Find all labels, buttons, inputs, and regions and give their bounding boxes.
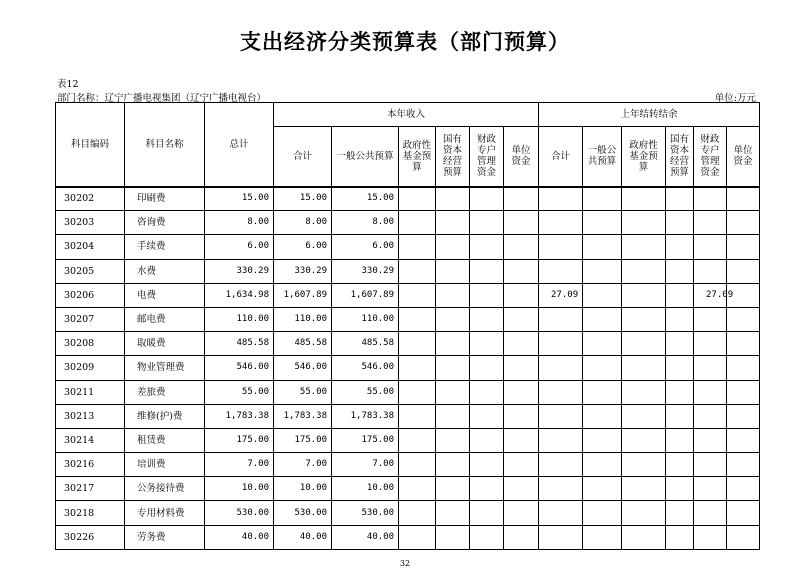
row-co-state-capital xyxy=(666,187,694,211)
row-co-fund xyxy=(622,428,666,452)
table-number: 表12 xyxy=(57,79,79,90)
row-cy-unit xyxy=(504,501,539,525)
row-cy-total: 10.00 xyxy=(274,477,332,501)
row-total: 15.00 xyxy=(205,187,274,211)
row-co-fund xyxy=(622,187,666,211)
row-name: 水费 xyxy=(125,259,205,283)
row-co-total xyxy=(539,235,583,259)
row-co-total xyxy=(539,356,583,380)
row-code: 30206 xyxy=(56,283,125,307)
table-row xyxy=(56,404,760,428)
row-name: 电费 xyxy=(125,283,205,307)
row-code: 30205 xyxy=(56,259,125,283)
row-cy-special xyxy=(470,501,504,525)
row-co-state-capital xyxy=(666,453,694,477)
row-cy-unit xyxy=(504,404,539,428)
row-cy-general: 40.00 xyxy=(332,525,399,549)
row-code: 30213 xyxy=(56,404,125,428)
row-co-special xyxy=(694,187,727,211)
row-cy-special xyxy=(470,259,504,283)
row-total: 8.00 xyxy=(205,211,274,235)
row-total: 485.58 xyxy=(205,332,274,356)
row-total: 6.00 xyxy=(205,235,274,259)
header-cy-general: 一般公共预算 xyxy=(332,127,399,187)
row-cy-special xyxy=(470,187,504,211)
row-cy-unit xyxy=(504,235,539,259)
row-co-special xyxy=(694,332,727,356)
row-code: 30211 xyxy=(56,380,125,404)
row-total: 175.00 xyxy=(205,428,274,452)
row-cy-special xyxy=(470,307,504,331)
table-body xyxy=(56,187,760,550)
row-cy-general: 546.00 xyxy=(332,356,399,380)
row-name: 邮电费 xyxy=(125,307,205,331)
row-co-unit xyxy=(727,211,760,235)
table-row xyxy=(56,525,760,549)
table-row xyxy=(56,307,760,331)
row-co-state-capital xyxy=(666,404,694,428)
row-code: 30218 xyxy=(56,501,125,525)
row-co-special xyxy=(694,477,727,501)
row-cy-total: 7.00 xyxy=(274,453,332,477)
row-name: 培训费 xyxy=(125,453,205,477)
row-cy-total: 485.58 xyxy=(274,332,332,356)
row-co-state-capital xyxy=(666,380,694,404)
row-cy-special xyxy=(470,332,504,356)
row-total: 546.00 xyxy=(205,356,274,380)
row-cy-general: 1,783.38 xyxy=(332,404,399,428)
row-cy-fund xyxy=(399,477,436,501)
row-co-fund xyxy=(622,453,666,477)
row-cy-fund xyxy=(399,380,436,404)
table-row xyxy=(56,211,760,235)
row-cy-total: 175.00 xyxy=(274,428,332,452)
row-name: 劳务费 xyxy=(125,525,205,549)
row-cy-special xyxy=(470,525,504,549)
row-cy-state-capital xyxy=(436,525,470,549)
row-co-general xyxy=(583,211,622,235)
row-cy-fund xyxy=(399,187,436,211)
header-total: 总计 xyxy=(205,103,274,187)
row-cy-total: 546.00 xyxy=(274,356,332,380)
header-co-unit: 单位资金 xyxy=(727,127,760,187)
row-co-state-capital xyxy=(666,235,694,259)
row-co-special xyxy=(694,453,727,477)
table-row xyxy=(56,283,760,307)
row-cy-fund xyxy=(399,307,436,331)
row-co-special xyxy=(694,235,727,259)
row-co-general xyxy=(583,356,622,380)
row-cy-general: 6.00 xyxy=(332,235,399,259)
row-cy-unit xyxy=(504,259,539,283)
row-cy-state-capital xyxy=(436,283,470,307)
row-co-state-capital xyxy=(666,477,694,501)
row-cy-general: 10.00 xyxy=(332,477,399,501)
row-co-total xyxy=(539,501,583,525)
row-cy-fund xyxy=(399,453,436,477)
row-total: 1,634.98 xyxy=(205,283,274,307)
row-co-state-capital xyxy=(666,356,694,380)
row-co-fund xyxy=(622,477,666,501)
table-row xyxy=(56,477,760,501)
row-co-general xyxy=(583,235,622,259)
row-cy-state-capital xyxy=(436,428,470,452)
table-row xyxy=(56,428,760,452)
row-total: 40.00 xyxy=(205,525,274,549)
row-name: 维修(护)费 xyxy=(125,404,205,428)
row-cy-state-capital xyxy=(436,332,470,356)
row-co-total xyxy=(539,187,583,211)
row-total: 1,783.38 xyxy=(205,404,274,428)
unit-label: 单位:万元 xyxy=(714,93,756,104)
row-name: 印刷费 xyxy=(125,187,205,211)
row-co-general xyxy=(583,428,622,452)
row-cy-total: 1,607.89 xyxy=(274,283,332,307)
row-co-general xyxy=(583,525,622,549)
row-cy-unit xyxy=(504,211,539,235)
row-co-total xyxy=(539,307,583,331)
row-co-special xyxy=(694,356,727,380)
row-co-total xyxy=(539,332,583,356)
row-code: 30216 xyxy=(56,453,125,477)
row-co-total xyxy=(539,525,583,549)
row-co-unit xyxy=(727,235,760,259)
header-cy-fund: 政府性基金预算 xyxy=(399,127,436,187)
row-cy-special xyxy=(470,453,504,477)
row-cy-fund xyxy=(399,259,436,283)
row-co-unit xyxy=(727,525,760,549)
row-cy-unit xyxy=(504,356,539,380)
row-cy-total: 8.00 xyxy=(274,211,332,235)
row-cy-special xyxy=(470,404,504,428)
row-name: 物业管理费 xyxy=(125,356,205,380)
row-co-fund xyxy=(622,259,666,283)
row-name: 取暖费 xyxy=(125,332,205,356)
row-cy-state-capital xyxy=(436,501,470,525)
row-co-fund xyxy=(622,380,666,404)
row-code: 30209 xyxy=(56,356,125,380)
header-cy-total: 合计 xyxy=(274,127,332,187)
row-cy-fund xyxy=(399,235,436,259)
table-row xyxy=(56,187,760,211)
row-cy-general: 110.00 xyxy=(332,307,399,331)
row-cy-state-capital xyxy=(436,356,470,380)
row-co-general xyxy=(583,332,622,356)
row-cy-total: 330.29 xyxy=(274,259,332,283)
row-co-fund xyxy=(622,283,666,307)
row-name: 差旅费 xyxy=(125,380,205,404)
row-co-fund xyxy=(622,501,666,525)
row-co-general xyxy=(583,477,622,501)
row-cy-fund xyxy=(399,404,436,428)
header-co-total: 合计 xyxy=(539,127,583,187)
row-co-state-capital xyxy=(666,525,694,549)
row-cy-state-capital xyxy=(436,259,470,283)
header-row-1 xyxy=(56,103,760,127)
row-name: 手续费 xyxy=(125,235,205,259)
row-total: 530.00 xyxy=(205,501,274,525)
row-co-special xyxy=(694,380,727,404)
row-cy-general: 15.00 xyxy=(332,187,399,211)
row-co-unit xyxy=(727,404,760,428)
page-title: 支出经济分类预算表（部门预算） xyxy=(240,30,570,54)
row-cy-fund xyxy=(399,332,436,356)
row-code: 30203 xyxy=(56,211,125,235)
row-co-unit xyxy=(727,428,760,452)
row-co-general xyxy=(583,404,622,428)
row-cy-unit xyxy=(504,428,539,452)
row-cy-fund xyxy=(399,356,436,380)
row-total: 110.00 xyxy=(205,307,274,331)
header-co-state-capital: 国有资本经营预算 xyxy=(666,127,694,187)
row-co-special xyxy=(694,307,727,331)
row-co-fund xyxy=(622,307,666,331)
row-code: 30226 xyxy=(56,525,125,549)
row-co-state-capital xyxy=(666,307,694,331)
row-co-general xyxy=(583,187,622,211)
row-co-special xyxy=(694,428,727,452)
row-co-unit xyxy=(727,307,760,331)
row-co-state-capital xyxy=(666,211,694,235)
row-co-unit xyxy=(727,380,760,404)
header-carryover: 上年结转结余 xyxy=(539,103,760,127)
row-co-total xyxy=(539,259,583,283)
row-name: 公务接待费 xyxy=(125,477,205,501)
row-cy-state-capital xyxy=(436,477,470,501)
table-row xyxy=(56,259,760,283)
row-co-fund xyxy=(622,211,666,235)
row-co-state-capital xyxy=(666,428,694,452)
row-co-special xyxy=(694,404,727,428)
row-cy-unit xyxy=(504,307,539,331)
row-co-general xyxy=(583,453,622,477)
header-name: 科目名称 xyxy=(125,103,205,187)
row-co-general xyxy=(583,501,622,525)
row-cy-total: 40.00 xyxy=(274,525,332,549)
row-cy-state-capital xyxy=(436,404,470,428)
row-co-total xyxy=(539,428,583,452)
row-co-unit xyxy=(727,477,760,501)
row-co-special: 27.09 xyxy=(694,283,727,307)
row-co-fund xyxy=(622,332,666,356)
table-row xyxy=(56,356,760,380)
row-cy-state-capital xyxy=(436,187,470,211)
row-cy-fund xyxy=(399,283,436,307)
row-cy-state-capital xyxy=(436,307,470,331)
header-cy-unit: 单位资金 xyxy=(504,127,539,187)
row-total: 330.29 xyxy=(205,259,274,283)
row-name: 专用材料费 xyxy=(125,501,205,525)
row-code: 30202 xyxy=(56,187,125,211)
row-cy-general: 485.58 xyxy=(332,332,399,356)
row-code: 30207 xyxy=(56,307,125,331)
department-name: 部门名称：辽宁广播电视集团（辽宁广播电视台） xyxy=(57,93,267,104)
row-co-unit xyxy=(727,332,760,356)
row-cy-special xyxy=(470,356,504,380)
row-cy-unit xyxy=(504,187,539,211)
row-co-unit xyxy=(727,259,760,283)
budget-table xyxy=(55,102,760,550)
header-cy-state-capital: 国有资本经营预算 xyxy=(436,127,470,187)
row-cy-total: 110.00 xyxy=(274,307,332,331)
row-cy-special xyxy=(470,477,504,501)
row-cy-special xyxy=(470,211,504,235)
row-co-total xyxy=(539,477,583,501)
row-co-total xyxy=(539,453,583,477)
header-current-year: 本年收入 xyxy=(274,103,539,127)
row-co-total xyxy=(539,404,583,428)
row-co-general xyxy=(583,283,622,307)
row-code: 30204 xyxy=(56,235,125,259)
table-row xyxy=(56,332,760,356)
row-cy-fund xyxy=(399,501,436,525)
row-co-total: 27.09 xyxy=(539,283,583,307)
row-code: 30214 xyxy=(56,428,125,452)
row-cy-special xyxy=(470,235,504,259)
header-cy-special: 财政专户管理资金 xyxy=(470,127,504,187)
row-co-state-capital xyxy=(666,283,694,307)
row-cy-special xyxy=(470,380,504,404)
row-cy-state-capital xyxy=(436,235,470,259)
row-cy-general: 8.00 xyxy=(332,211,399,235)
row-cy-total: 6.00 xyxy=(274,235,332,259)
header-code: 科目编码 xyxy=(56,103,125,187)
row-code: 30217 xyxy=(56,477,125,501)
row-cy-unit xyxy=(504,283,539,307)
row-total: 7.00 xyxy=(205,453,274,477)
row-name: 咨询费 xyxy=(125,211,205,235)
row-co-special xyxy=(694,501,727,525)
row-co-fund xyxy=(622,235,666,259)
row-cy-general: 7.00 xyxy=(332,453,399,477)
row-co-unit xyxy=(727,356,760,380)
row-co-unit xyxy=(727,453,760,477)
row-cy-special xyxy=(470,283,504,307)
row-cy-unit xyxy=(504,332,539,356)
row-co-total xyxy=(539,380,583,404)
header-co-fund: 政府性基金预算 xyxy=(622,127,666,187)
row-co-unit xyxy=(727,187,760,211)
row-cy-fund xyxy=(399,525,436,549)
row-cy-unit xyxy=(504,477,539,501)
row-co-fund xyxy=(622,525,666,549)
row-cy-unit xyxy=(504,453,539,477)
row-cy-general: 175.00 xyxy=(332,428,399,452)
row-co-general xyxy=(583,259,622,283)
row-co-fund xyxy=(622,356,666,380)
row-co-total xyxy=(539,211,583,235)
row-total: 55.00 xyxy=(205,380,274,404)
row-cy-unit xyxy=(504,525,539,549)
row-co-general xyxy=(583,380,622,404)
table-row xyxy=(56,453,760,477)
row-co-state-capital xyxy=(666,259,694,283)
row-co-special xyxy=(694,525,727,549)
header-co-general: 一般公共预算 xyxy=(583,127,622,187)
row-cy-unit xyxy=(504,380,539,404)
row-co-state-capital xyxy=(666,332,694,356)
table-row xyxy=(56,501,760,525)
row-co-special xyxy=(694,211,727,235)
row-co-fund xyxy=(622,404,666,428)
row-name: 租赁费 xyxy=(125,428,205,452)
row-co-general xyxy=(583,307,622,331)
row-cy-fund xyxy=(399,428,436,452)
row-cy-fund xyxy=(399,211,436,235)
table-row xyxy=(56,380,760,404)
row-cy-state-capital xyxy=(436,211,470,235)
row-cy-general: 55.00 xyxy=(332,380,399,404)
row-cy-general: 530.00 xyxy=(332,501,399,525)
row-cy-total: 1,783.38 xyxy=(274,404,332,428)
row-cy-total: 15.00 xyxy=(274,187,332,211)
row-code: 30208 xyxy=(56,332,125,356)
row-cy-state-capital xyxy=(436,453,470,477)
table-row xyxy=(56,235,760,259)
row-cy-state-capital xyxy=(436,380,470,404)
header-co-special: 财政专户管理资金 xyxy=(694,127,727,187)
page-number: 32 xyxy=(399,559,411,568)
row-cy-special xyxy=(470,428,504,452)
row-co-special xyxy=(694,259,727,283)
row-cy-total: 55.00 xyxy=(274,380,332,404)
row-cy-total: 530.00 xyxy=(274,501,332,525)
row-co-unit xyxy=(727,501,760,525)
row-total: 10.00 xyxy=(205,477,274,501)
row-co-state-capital xyxy=(666,501,694,525)
row-cy-general: 1,607.89 xyxy=(332,283,399,307)
row-cy-general: 330.29 xyxy=(332,259,399,283)
